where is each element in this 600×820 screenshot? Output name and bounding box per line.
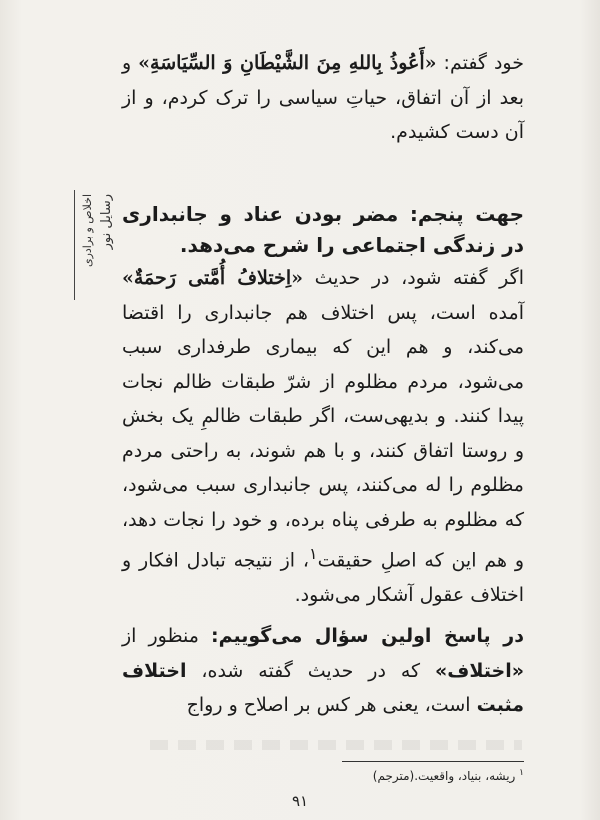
paragraph-3-text-3: است، یعنی هر کس بر اصلاح و رواج: [186, 694, 477, 716]
book-title: اخلاص و برادری: [81, 194, 94, 268]
paragraph-2-body: آمده است، پس اختلاف هم جانبداری را اقتضا می‌کند، و هم این که بیماری طرفداری سبب می‌شود، مردم مظلوم از شرّ طبقات ظالم نجات پیدا کنند. و بدیهی‌ست، اگر طبقات ظالمِ یک بخش و روستا اتفاق کنند، و با هم شوند، به راحتی مردم مظلوم را له می‌کنند، پس جانبداری سبب می‌شود، که مظلوم به طرفی پناه برده، و خود را نجات دهد، و هم این که اصلِ حقیقت: [122, 301, 524, 572]
paragraph-2: [122, 199, 524, 612]
bleed-through-text: [150, 740, 522, 750]
series-title: رسایل نور: [99, 194, 114, 250]
running-side-title: [74, 190, 121, 300]
footnote-text: ریشه، بنیاد، واقعیت.(مترجم): [372, 769, 520, 783]
paragraph-1-rest: و بعد از آن اتفاق، حیاتِ سیاسی را ترک کردم، و از آن دست کشیدم.: [122, 52, 524, 143]
section-heading-fifth: جهت پنجم: مضر بودن عناد و جانبداری در زندگی اجتماعی را شرح می‌دهد.: [122, 202, 524, 257]
paragraph-1-lead: خود گفتم:: [436, 52, 524, 74]
answer-heading: در پاسخ اولین سؤال می‌گوییم:: [211, 625, 524, 647]
footnote: [300, 768, 524, 783]
paragraph-3-text-2: که در حدیث گفته شده،: [186, 659, 435, 682]
page-number: ۹۱: [291, 792, 309, 810]
footnote-marker: ۱: [519, 768, 524, 778]
paragraph-3-text-1: منظور از: [122, 625, 211, 647]
paragraph-2-body-end: ، از نتیجه تبادل افکار و اختلاف عقول آشکار می‌شود.: [122, 549, 524, 606]
footnote-divider: [342, 761, 524, 762]
paragraph-2-lead: اگر گفته شود، در حدیث: [303, 267, 524, 289]
term-ikhtilaf: «اختلاف»: [434, 659, 524, 682]
quote-audhu-billah: «أَعُوذُ بِاللهِ مِنَ الشَّيْطَانِ وَ السِّيَاسَةِ»: [138, 52, 437, 74]
paragraph-3: [122, 619, 524, 723]
term-positive-difference: اختلاف مثبت: [122, 659, 524, 716]
paragraph-1: [122, 46, 524, 150]
quote-hadith-ikhtilaf: «اِختلافُ أُمَّتی رَحمَةٌ»: [122, 267, 303, 289]
footnote-reference[interactable]: ۱: [309, 544, 318, 563]
